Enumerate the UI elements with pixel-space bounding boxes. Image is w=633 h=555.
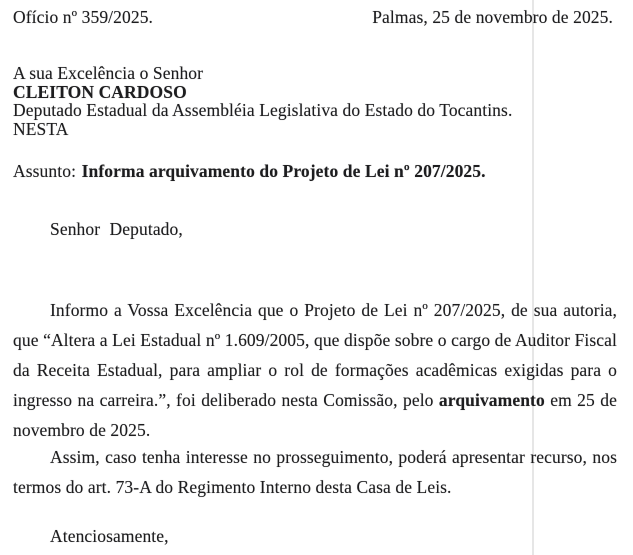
paragraph2-text: Assim, caso tenha interesse no prosseguimento, poderá apresentar recurso, nos termos do art. 73-A do Regimento Interno desta Casa de Leis.: [13, 447, 617, 497]
paragraph1-text-after: em 25 de novembro de 2025.: [13, 390, 617, 440]
body-paragraph-1: [13, 295, 617, 445]
recipient-locality: NESTA: [13, 118, 69, 139]
reference-number: Ofício nº 359/2025.: [13, 7, 154, 27]
subject-text: Informa arquivamento do Projeto de Lei nº 207/2025.: [81, 161, 486, 181]
paragraph1-text-before: Informo a Vossa Excelência que o Projeto de Lei nº 207/2025, de sua autoria, que “Altera a Lei Estadual nº 1.609/2005, que dispõe sobre o cargo de Auditor Fiscal da Receita Estadual, para ampliar o rol de formações acadêmicas exigidas para o ingresso na carreira.”, foi deliberado nesta Comissão, pelo: [13, 300, 617, 410]
recipient-block: [13, 64, 512, 138]
salutation: [50, 220, 183, 239]
subject-label: Assunto:: [13, 161, 77, 181]
recipient-title: Deputado Estadual da Assembléia Legislativa do Estado do Tocantins.: [13, 100, 513, 120]
recipient-pronoun-line: A sua Excelência o Senhor: [13, 63, 204, 83]
closing-line: [50, 527, 169, 546]
salutation-text: Senhor Deputado,: [50, 219, 183, 239]
paragraph1-bold-word: arquivamento: [438, 390, 545, 410]
letter-header: [13, 8, 613, 27]
closing-text: Atenciosamente,: [50, 526, 169, 546]
body-paragraph-2: [13, 442, 617, 502]
recipient-name: CLEITON CARDOSO: [13, 81, 187, 102]
place-date: Palmas, 25 de novembro de 2025.: [372, 7, 613, 27]
subject-line: [13, 162, 486, 181]
